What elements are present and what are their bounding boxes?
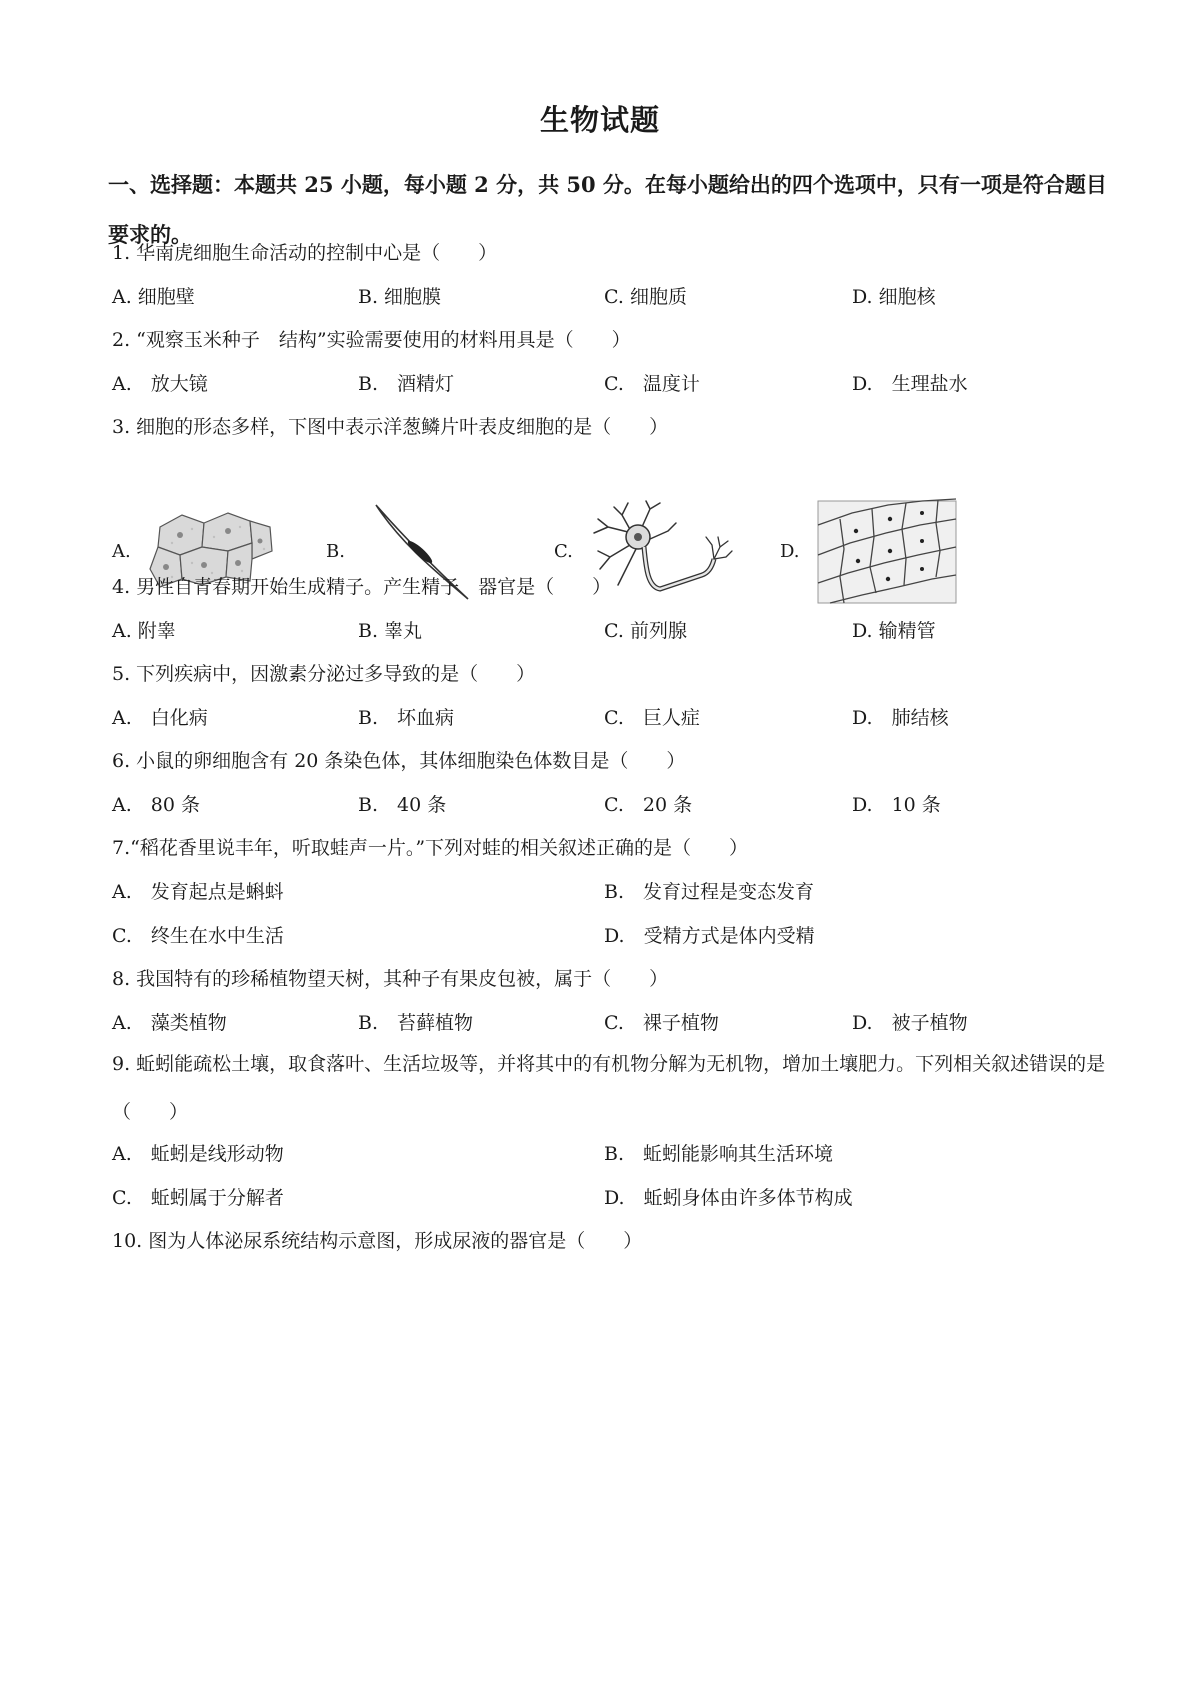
question-1-options <box>112 284 1112 314</box>
q9-option-a: A. 蚯蚓是线形动物 <box>112 1143 284 1165</box>
q8-option-a: A. 藻类植物 <box>112 1012 227 1034</box>
q5-option-d: D. 肺结核 <box>852 707 949 729</box>
q2-option-d: D. 生理盐水 <box>852 373 968 395</box>
q5-option-c: C. 巨人症 <box>604 707 700 729</box>
question-2-stem: 2. “观察玉米种子 结构”实验需要使用的材料用具是（ ） <box>112 329 631 351</box>
q1-option-a: A. 细胞壁 <box>112 286 195 308</box>
q7-option-c: C. 终生在水中生活 <box>112 925 284 947</box>
q6-option-c: C. 20 条 <box>604 794 693 816</box>
question-9-options-row-1 <box>112 1141 1112 1171</box>
q3-option-a-label: A. <box>112 541 131 562</box>
q6-option-a: A. 80 条 <box>112 794 200 816</box>
q4-option-a: A. 附睾 <box>112 620 176 642</box>
q7-option-a: A. 发育起点是蝌蚪 <box>112 881 284 903</box>
section-heading: 一、选择题：本题共 25 小题，每小题 2 分，共 50 分。在每小题给出的四个选项中，只有一项是符合题目要求的。 <box>108 172 1107 247</box>
q5-option-b: B. 坏血病 <box>358 707 455 729</box>
q9-option-c: C. 蚯蚓属于分解者 <box>112 1187 284 1209</box>
q7-option-d: D. 受精方式是体内受精 <box>604 925 815 947</box>
question-9-stem: 9. 蚯蚓能疏松土壤，取食落叶、生活垃圾等，并将其中的有机物分解为无机物，增加土壤肥力。下列相关叙述错误的是（ ） <box>112 1053 1106 1123</box>
q2-option-c: C. 温度计 <box>604 373 700 395</box>
question-3-stem: 3. 细胞的形态多样，下图中表示洋葱鳞片叶表皮细胞的是（ ） <box>112 416 669 438</box>
q7-option-b: B. 发育过程是变态发育 <box>604 881 815 903</box>
q2-option-b: B. 酒精灯 <box>358 373 455 395</box>
q4-option-d: D. 输精管 <box>852 620 936 642</box>
q8-option-d: D. 被子植物 <box>852 1012 968 1034</box>
onion-epidermal-cells-image <box>810 497 960 607</box>
question-7-options-row-2 <box>112 923 1112 953</box>
q2-option-a: A. 放大镜 <box>112 373 208 395</box>
q9-option-b: B. 蚯蚓能影响其生活环境 <box>604 1143 834 1165</box>
q1-option-d: D. 细胞核 <box>852 286 936 308</box>
question-5-stem: 5. 下列疾病中，因激素分泌过多导致的是（ ） <box>112 663 536 685</box>
q1-option-c: C. 细胞质 <box>604 286 687 308</box>
question-1-stem: 1. 华南虎细胞生命活动的控制中心是（ ） <box>112 242 498 264</box>
q9-option-d: D. 蚯蚓身体由许多体节构成 <box>604 1187 853 1209</box>
question-2-options <box>112 371 1112 401</box>
q1-option-b: B. 细胞膜 <box>358 286 442 308</box>
page-title: 生物试题 <box>539 103 660 137</box>
q3-option-d-label: D. <box>780 541 800 562</box>
q3-option-c-label: C. <box>554 541 573 562</box>
question-4-options <box>112 618 1112 648</box>
q8-option-c: C. 裸子植物 <box>604 1012 719 1034</box>
question-7-stem: 7.“稻花香里说丰年，听取蛙声一片。”下列对蛙的相关叙述正确的是（ ） <box>112 837 749 859</box>
question-5-options <box>112 705 1112 735</box>
q8-option-b: B. 苔藓植物 <box>358 1012 474 1034</box>
question-8-stem: 8. 我国特有的珍稀植物望天树，其种子有果皮包被，属于（ ） <box>112 968 669 990</box>
question-9-options-row-2 <box>112 1185 1112 1215</box>
q6-option-d: D. 10 条 <box>852 794 941 816</box>
question-10-stem: 10. 图为人体泌尿系统结构示意图，形成尿液的器官是（ ） <box>112 1230 643 1252</box>
q4-option-b: B. 睾丸 <box>358 620 423 642</box>
question-6-options <box>112 792 1112 822</box>
q6-option-b: B. 40 条 <box>358 794 447 816</box>
q3-option-b-label: B. <box>326 541 345 562</box>
question-6-stem: 6. 小鼠的卵细胞含有 20 条染色体，其体细胞染色体数目是（ ） <box>112 750 686 772</box>
q4-option-c: C. 前列腺 <box>604 620 687 642</box>
question-7-options-row-1 <box>112 879 1112 909</box>
question-8-options <box>112 1010 1112 1040</box>
q5-option-a: A. 白化病 <box>112 707 208 729</box>
question-4-stem: 4. 男性自青春期开始生成精子。产生精子 器官是（ ） <box>112 576 612 598</box>
